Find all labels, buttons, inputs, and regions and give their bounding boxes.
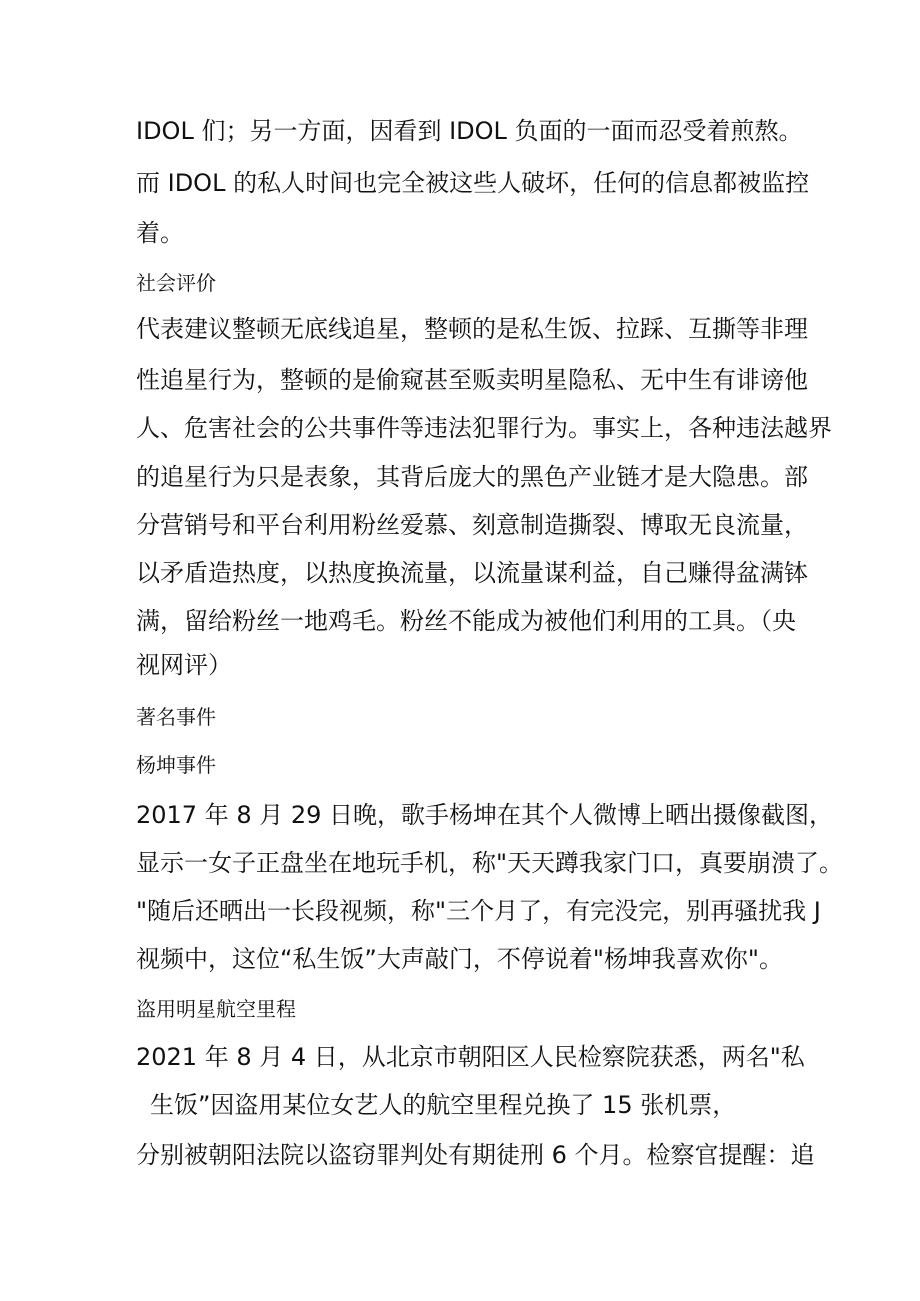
paragraph-line: 人、危害社会的公共事件等违法犯罪行为。事实上，各种违法越界 [136,414,832,442]
subsection-heading: 盗用明星航空里程 [136,997,296,1021]
paragraph-line: 2017 年 8 月 29 日晚，歌手杨坤在其个人微博上晒出摄像截图， [136,801,834,829]
paragraph-line: 分别被朝阳法院以盗窃罪判处有期徒刑 6 个月。检察官提醒：追 [136,1141,815,1169]
section-heading: 著名事件 [136,705,216,729]
subsection-heading: 杨坤事件 [136,753,216,777]
paragraph-line: 以矛盾造热度，以热度换流量，以流量谋利益，自己赚得盆满钵 [136,559,808,587]
paragraph-line: 视频中，这位“私生饭”大声敲门，不停说着"杨坤我喜欢你"。 [136,945,783,973]
section-heading: 社会评价 [136,271,216,295]
paragraph-line: 而 IDOL 的私人时间也完全被这些人破坏，任何的信息都被监控 [136,169,810,197]
paragraph-line: 分营销号和平台利用粉丝爱慕、刻意制造撕裂、博取无良流量， [136,511,808,539]
paragraph-line: 视网评） [136,651,232,679]
paragraph-line: 着。 [136,219,184,247]
paragraph-line: 显示一女子正盘坐在地玩手机，称"天天蹲我家门口，真要崩溃了。 [136,849,844,877]
paragraph-line: "随后还晒出一长段视频，称"三个月了，有完没完，别再骚扰我 J [136,897,821,925]
paragraph-line: 性追星行为，整顿的是偷窥甚至贩卖明星隐私、无中生有诽谤他 [136,366,808,394]
paragraph-line: 2021 年 8 月 4 日，从北京市朝阳区人民检察院获悉，两名"私 [136,1043,805,1071]
paragraph-line: 满，留给粉丝一地鸡毛。粉丝不能成为被他们利用的工具。（央 [136,607,796,635]
paragraph-line: IDOL 们；另一方面，因看到 IDOL 负面的一面而忍受着煎熬。 [136,117,803,145]
paragraph-line: 代表建议整顿无底线追星，整顿的是私生饭、拉踩、互撕等非理 [136,315,808,343]
paragraph-line: 生饭”因盗用某位女艺人的航空里程兑换了 15 张机票， [150,1091,737,1119]
paragraph-line: 的追星行为只是表象，其背后庞大的黑色产业链才是大隐患。部 [136,463,808,491]
